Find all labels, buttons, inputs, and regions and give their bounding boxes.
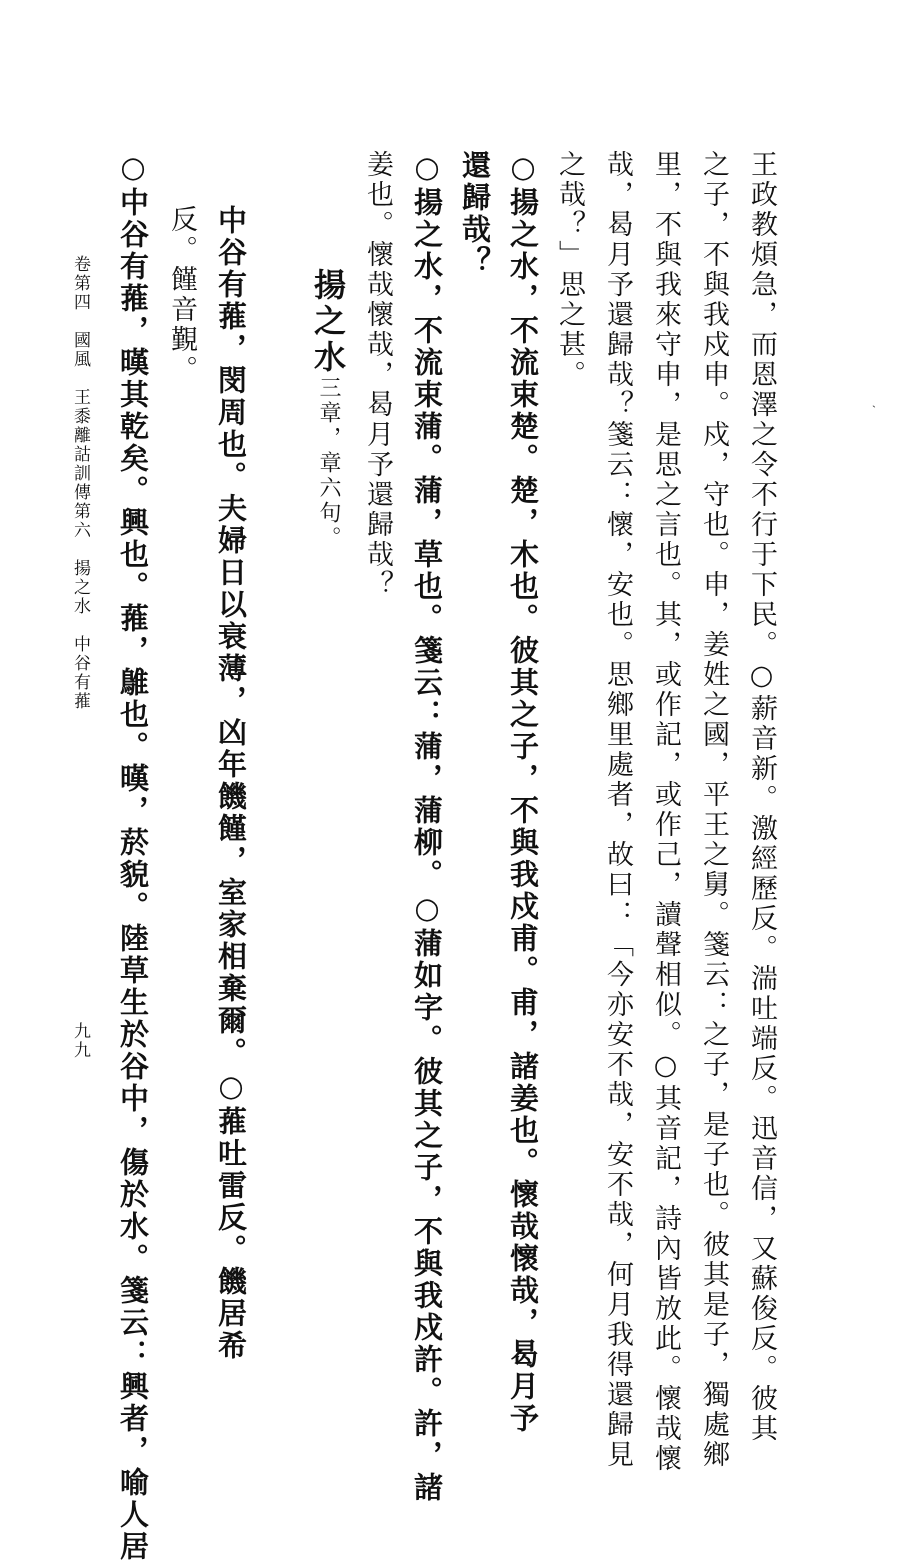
stanza-3-column	[410, 150, 444, 1504]
page-number: 九九	[70, 1022, 90, 1060]
column-text: 王政教煩急，而恩澤之令不行于下民。○薪音新。激經歷反。湍吐端反。迅音信，又蘇俊反。彼其	[746, 150, 777, 1444]
column-text: ○中谷有蓷，暵其乾矣。興也。蓷，鵻也。暵，菸貌。陸草生於谷中，傷於水。箋云：興者，喻人居	[116, 150, 150, 1563]
column-text: 之子，不與我戍申。戍，守也。申，姜姓之國，平王之舅。箋云：之子，是子也。彼其是子，獨處鄉	[698, 150, 729, 1470]
running-head: 卷第四 國風 王黍離詁訓傳第六 揚之水 中谷有蓷	[70, 255, 90, 711]
poem-title: 中谷有蓷，閔周也。夫婦日以衰薄，凶年饑饉，室家相棄爾。○蓷吐雷反。饑居希	[214, 205, 248, 1362]
poem-title-column	[214, 205, 248, 1362]
stray-mark: ˏ	[872, 394, 876, 408]
column-text: ○揚之水，不流束蒲。蒲，草也。箋云：蒲，蒲柳。○蒲如字。彼其之子，不與我戍許。許，諸	[410, 150, 444, 1504]
column-text: 姜也。懷哉懷哉，曷月予還歸哉？	[362, 150, 393, 600]
text-column-3	[650, 150, 681, 1474]
text-column-1	[746, 150, 777, 1444]
stanza-2-column	[506, 150, 540, 1435]
section-title-column	[309, 268, 347, 1348]
section-title: 揚之水	[309, 268, 347, 376]
column-text: 哉，曷月予還歸哉？箋云：懷，安也。思鄉里處者，故曰：「今亦安不哉，安不哉，何月我得還歸見	[602, 150, 633, 1470]
column-text: 之哉？」思之甚。	[554, 150, 585, 390]
stanza-3-end-column	[364, 150, 391, 1230]
poem-first-stanza-column	[116, 150, 150, 1563]
column-text: 里，不與我來守申，是思之言也。其，或作記，或作己，讀聲相似。○其音記，詩內皆放此。懷哉懷	[650, 150, 681, 1474]
poem-note: 反。饉音覲。	[166, 205, 197, 385]
column-text: 還歸哉？	[458, 150, 492, 278]
stanza-2-end-column	[458, 150, 492, 1230]
text-column-2	[698, 150, 729, 1470]
text-column-5	[556, 150, 583, 1230]
column-text: ○揚之水，不流束楚。楚，木也。彼其之子，不與我戍甫。甫，諸姜也。懷哉懷哉，曷月予	[506, 150, 540, 1435]
section-note: 三章，章六句。	[316, 376, 341, 551]
poem-note-column	[168, 205, 195, 1285]
text-column-4	[602, 150, 633, 1470]
